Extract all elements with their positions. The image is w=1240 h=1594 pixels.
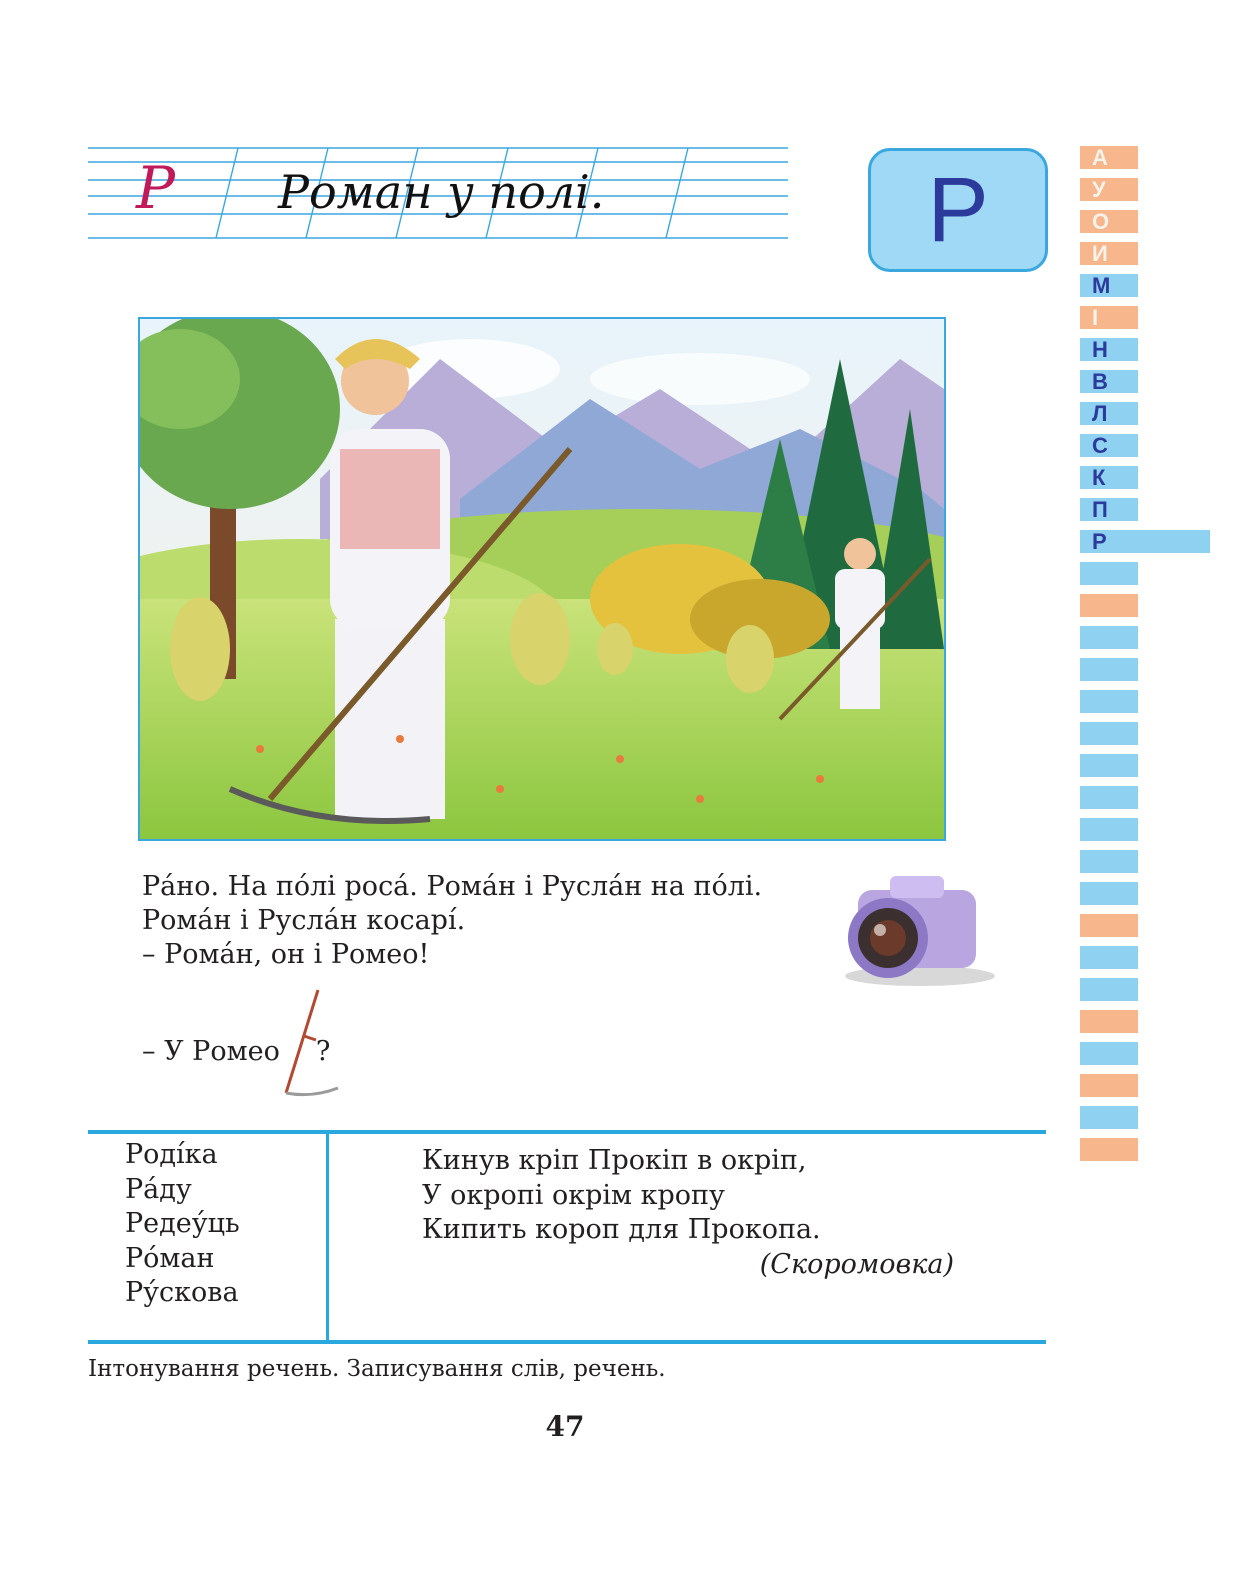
reading-text <box>142 870 822 972</box>
scythe-icon <box>282 988 342 1103</box>
alphabet-empty-cell <box>1080 658 1138 681</box>
alphabet-empty-cell <box>1080 786 1138 809</box>
alphabet-empty-cell <box>1080 626 1138 649</box>
surname-item: Роді́ка <box>125 1139 218 1170</box>
alphabet-letter-cell: У <box>1080 178 1138 201</box>
alphabet-empty-cell <box>1080 914 1138 937</box>
section-divider-bottom <box>88 1340 1046 1344</box>
letter-badge <box>868 148 1048 272</box>
alphabet-letter-cell: К <box>1080 466 1138 489</box>
alphabet-empty-cell <box>1080 850 1138 873</box>
alphabet-empty-cell <box>1080 1042 1138 1065</box>
alphabet-empty-cell <box>1080 978 1138 1001</box>
tongue-twister-source: (Скоромовка) <box>759 1248 954 1280</box>
alphabet-empty-cell <box>1080 722 1138 745</box>
surname-item: Ру́скова <box>125 1277 239 1308</box>
alphabet-letter-cell: Р <box>1080 530 1138 553</box>
alphabet-empty-cell <box>1080 882 1138 905</box>
cursive-capital-letter: Р <box>136 154 176 222</box>
field-scene <box>140 319 944 839</box>
alphabet-letter-cell: П <box>1080 498 1138 521</box>
alphabet-empty-cell <box>1080 690 1138 713</box>
alphabet-letter-cell: М <box>1080 274 1138 297</box>
handwriting-lines <box>88 140 788 250</box>
surname-item: Ра́ду <box>125 1173 192 1205</box>
alphabet-empty-cell <box>1080 1010 1138 1033</box>
alphabet-letter-cell: В <box>1080 370 1138 393</box>
alphabet-letter-cell: Н <box>1080 338 1138 361</box>
alphabet-empty-cell <box>1080 562 1138 585</box>
tongue-twister-line: Кинув кріп Прокіп в окріп, <box>422 1145 807 1176</box>
alphabet-letter-cell: И <box>1080 242 1138 265</box>
alphabet-empty-cell <box>1080 1138 1138 1161</box>
current-letter-marker <box>1138 530 1210 553</box>
surname-item: Редеу́ць <box>125 1208 240 1239</box>
riddle-prefix: – У Ромео <box>142 1036 280 1067</box>
tongue-twister-line: Кипить короп для Прокопа. <box>422 1214 821 1245</box>
alphabet-empty-cell <box>1080 818 1138 841</box>
surname-item: Ро́ман <box>125 1242 215 1274</box>
alphabet-letter-cell: О <box>1080 210 1138 233</box>
section-divider-vertical <box>326 1134 329 1340</box>
tongue-twister <box>422 1144 982 1282</box>
page-number: 47 <box>545 1410 585 1443</box>
reading-line: – Рома́н, он і Ромео! <box>142 939 430 970</box>
lesson-footnote: Інтонування речень. Записування слів, речень. <box>88 1356 666 1382</box>
surnames-list <box>125 1138 240 1311</box>
reading-line: Рома́н і Русла́н косарі́. <box>142 905 466 936</box>
camera-icon <box>820 868 1000 993</box>
alphabet-empty-cell <box>1080 594 1138 617</box>
alphabet-letter-cell: С <box>1080 434 1138 457</box>
alphabet-letter-cell: Л <box>1080 402 1138 425</box>
alphabet-empty-cell <box>1080 946 1138 969</box>
riddle-suffix: ? <box>315 1036 331 1067</box>
cursive-title: Роман у полі. <box>278 165 605 219</box>
alphabet-letter-cell: А <box>1080 146 1138 169</box>
alphabet-empty-cell <box>1080 1106 1138 1129</box>
illustration-mowers-in-field <box>138 317 946 841</box>
reading-line: Ра́но. На по́лі роса́. Рома́н і Русла́н на по́лі. <box>142 871 763 902</box>
cursive-header <box>88 140 788 250</box>
tongue-twister-line: У окропі окрім кропу <box>422 1179 725 1211</box>
alphabet-letter-cell: І <box>1080 306 1138 329</box>
alphabet-empty-cell <box>1080 1074 1138 1097</box>
alphabet-empty-cell <box>1080 754 1138 777</box>
badge-letter: Р <box>927 159 989 261</box>
section-divider-top <box>88 1130 1046 1134</box>
